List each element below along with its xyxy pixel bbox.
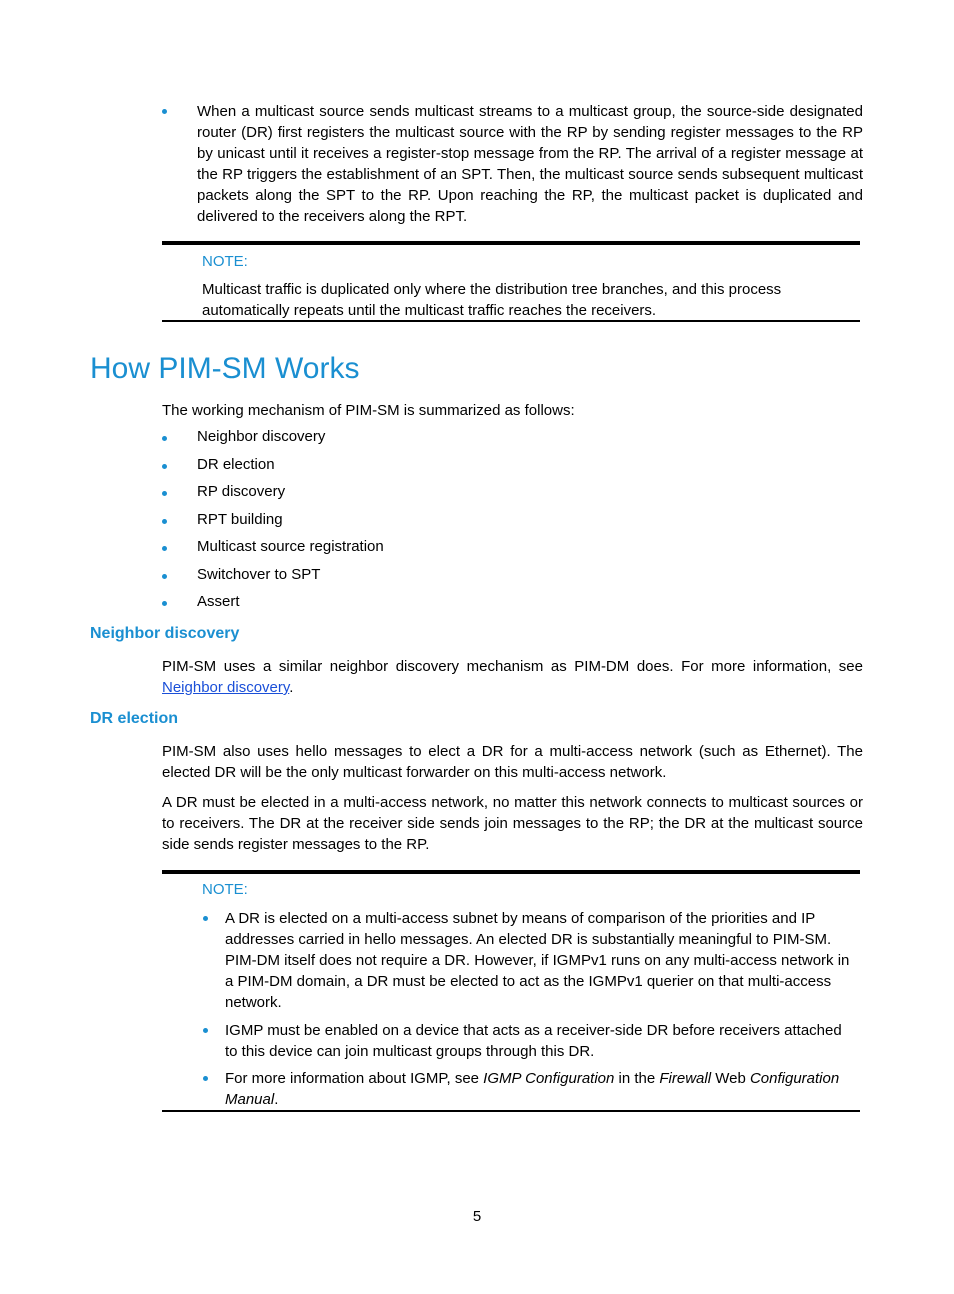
note-label: NOTE: <box>202 881 248 898</box>
b3-em1: IGMP Configuration <box>483 1070 615 1087</box>
list-item: DR election <box>197 456 275 473</box>
bullet-icon <box>162 109 167 114</box>
neighbor-end: . <box>289 679 294 696</box>
b3-pre: For more information about IGMP, see <box>225 1070 484 1087</box>
b3-mid2: Web <box>711 1070 750 1087</box>
b3-em3: Configuration Manual <box>225 1070 840 1108</box>
note-bullet-1: A DR is elected on a multi-access subnet by means of comparison of the priorities and IP addresses carried in hello messages. An elected DR is substantially meaningful to PIM-SM. PIM-DM itself does not require a DR. However, if IGMPv1 runs on any multi-access network in a PIM-DM domain, a DR must be elected to act as the IGMPv1 querier on that multi-access network. <box>225 910 850 1011</box>
note-bottom-rule <box>162 320 860 322</box>
b3-em2: Firewall <box>659 1070 712 1087</box>
bullet-icon <box>203 1076 208 1081</box>
dr-paragraph-2: A DR must be elected in a multi-access network, no matter this network connects to multicast sources or to receivers. The DR at the receiver side sends join messages to the RP; the DR at the multicast source side sends register messages to the RP. <box>162 794 863 853</box>
section-title: How PIM-SM Works <box>90 352 360 385</box>
page-number: 5 <box>472 1208 482 1225</box>
note-bullet-2: IGMP must be enabled on a device that acts as a receiver-side DR before receivers attached to this device can join multicast groups through this DR. <box>225 1022 842 1060</box>
note-text: Multicast traffic is duplicated only where the distribution tree branches, and this process automatically repeats until the multicast traffic reaches the receivers. <box>202 281 782 319</box>
neighbor-text <box>162 656 863 698</box>
bullet-icon <box>162 601 167 606</box>
neighbor-heading: Neighbor discovery <box>90 625 240 642</box>
list-item: RPT building <box>197 511 283 528</box>
list-item: Assert <box>197 593 240 610</box>
bullet-icon <box>162 519 167 524</box>
note-label: NOTE: <box>202 253 248 270</box>
list-item: Switchover to SPT <box>197 566 321 583</box>
section-intro: The working mechanism of PIM-SM is summarized as follows: <box>162 402 575 419</box>
neighbor-body: PIM-SM uses a similar neighbor discovery mechanism as PIM-DM does. For more information, see <box>162 658 863 675</box>
bullet-icon <box>203 1028 208 1033</box>
bullet-icon <box>162 464 167 469</box>
b3-end: . <box>274 1091 279 1108</box>
bullet-icon <box>162 574 167 579</box>
note-bottom-rule <box>162 1110 860 1112</box>
list-item: RP discovery <box>197 483 286 500</box>
bullet-icon <box>203 916 208 921</box>
intro-bullet-text: When a multicast source sends multicast streams to a multicast group, the source-side designated router (DR) first registers the multicast source with the RP by sending register messages to the RP by unicast until it receives a register-stop message from the RP. The arrival of a register message at the RP triggers the establishment of an SPT. Then, the multicast source sends subsequent multicast packets along the SPT to the RP. Upon reaching the RP, the multicast packet is duplicated and delivered to the receivers along the RPT. <box>197 103 863 225</box>
bullet-icon <box>162 491 167 496</box>
list-item: Multicast source registration <box>197 538 384 555</box>
note-top-rule <box>162 241 860 245</box>
b3-mid: in the <box>614 1070 660 1087</box>
bullet-icon <box>162 546 167 551</box>
dr-heading: DR election <box>90 710 179 727</box>
note-bullet-3 <box>225 1068 853 1110</box>
list-item: Neighbor discovery <box>197 428 326 445</box>
note-top-rule <box>162 870 860 874</box>
neighbor-discovery-link[interactable]: Neighbor discovery <box>162 679 290 696</box>
bullet-icon <box>162 436 167 441</box>
dr-paragraph-1: PIM-SM also uses hello messages to elect a DR for a multi-access network (such as Ethernet). The elected DR will be the only multicast forwarder on this multi-access network. <box>162 743 863 781</box>
